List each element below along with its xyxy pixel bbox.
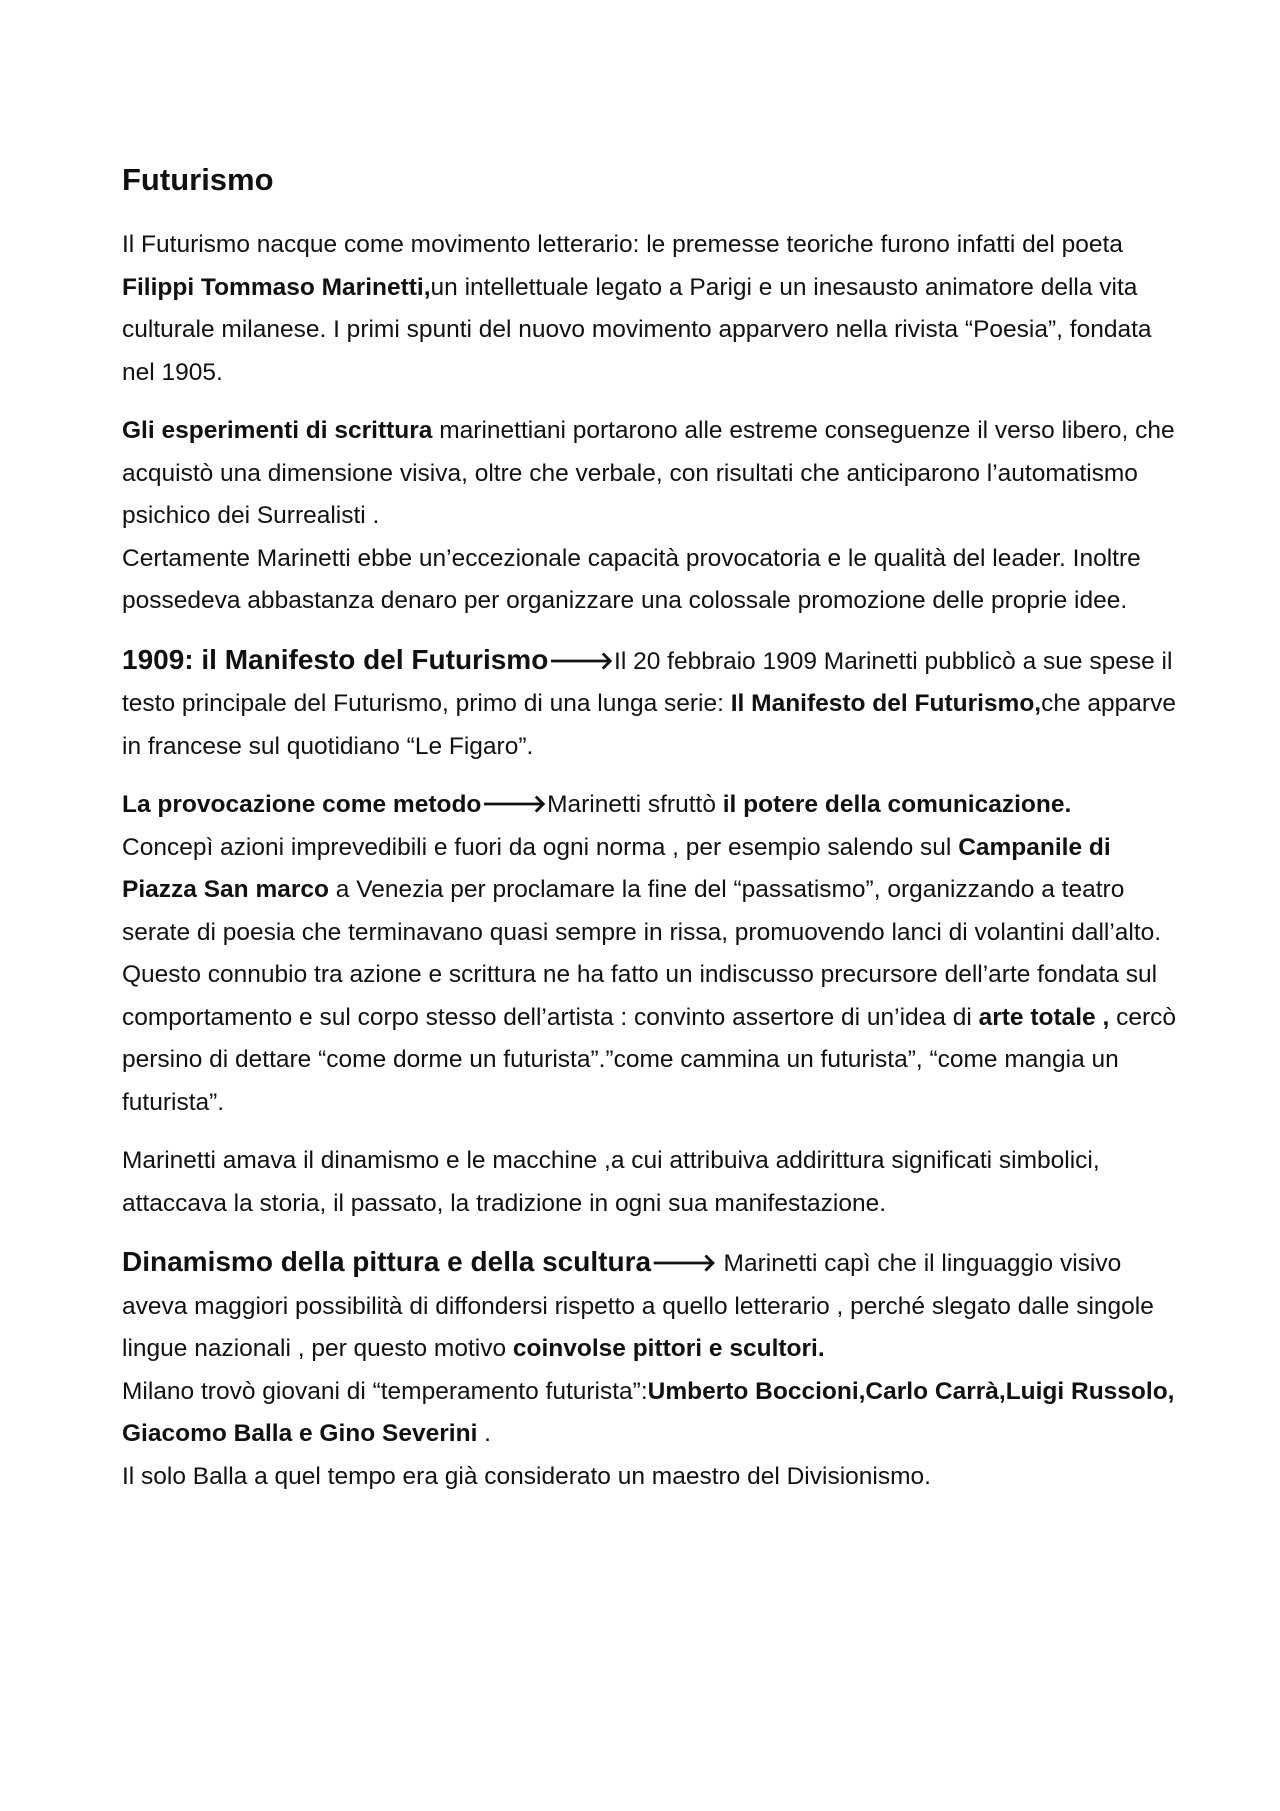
text: Concepì azioni imprevedibili e fuori da ogni norma , per esempio salendo sul [122, 833, 959, 861]
text: Questo connubio tra azione e scrittura ne ha fatto un indiscusso precursore dell’arte fondata sul comportamento e sul corpo stesso dell’artista : convinto assertore di un’idea di [122, 961, 1158, 1031]
text: Milano trovò giovani di “temperamento futurista”: [122, 1377, 648, 1405]
text: a Venezia per proclamare la fine del “passatismo”, organizzando a teatro serate di poesia che terminavano quasi sempre in rissa, promuovendo lanci di volantini dall’alto. [122, 876, 1162, 946]
bold-text: Umberto Boccioni,Carlo Carrà,Luigi Russolo, Giacomo Balla e Gino Severini [122, 1377, 1175, 1447]
text-line [122, 827, 1182, 955]
text: cercò persino di dettare “come dorme un futurista”.”come cammina un futurista”, “come mangia un futurista”. [122, 1003, 1177, 1116]
page-title: Futurismo [122, 162, 274, 197]
paragraph-painting [122, 1241, 1182, 1498]
paragraph-dynamism [122, 1140, 1182, 1225]
document-page [122, 150, 1182, 1514]
bold-text: Filippi Tommaso Marinetti, [122, 273, 431, 301]
paragraph-provocation [122, 784, 1182, 1124]
text-line: Certamente Marinetti ebbe un’eccezionale capacità provocatoria e le qualità del leader. Inoltre possedeva abbastanza denaro per organizzare una colossale promozione delle proprie idee. [122, 544, 1141, 614]
bold-text: il potere della comunicazione. [722, 791, 1072, 818]
bold-text: La provocazione come metodo [122, 791, 482, 818]
bold-text: coinvolse pittori e scultori. [512, 1335, 825, 1362]
paragraph-intro [122, 224, 1182, 394]
text: Marinetti capì che il linguaggio visivo aveva maggiori possibilità di diffondersi rispetto a quello letterario , perché slegato dalle singole lingue nazionali , per questo motivo [122, 1250, 1154, 1362]
text: marinettiani portarono alle estreme conseguenze il verso libero, che acquistò una dimensione visiva, oltre che verbale, con risultati che anticiparono l’automatismo psichico dei Surrealisti . [122, 417, 1175, 529]
paragraph-experiments [122, 410, 1182, 623]
text-line [122, 954, 1182, 1124]
text-line: Il solo Balla a quel tempo era già considerato un maestro del Divisionismo. [122, 1462, 931, 1490]
text: che apparve in francese sul quotidiano “Le Figaro”. [122, 690, 1176, 760]
text: Il 20 febbraio 1909 Marinetti pubblicò a sue spese il testo principale del Futurismo, primo di una lunga serie: [122, 647, 1173, 717]
section-heading: Dinamismo della pittura e della scultura [122, 1246, 652, 1277]
section-heading: 1909: il Manifesto del Futurismo [122, 643, 549, 675]
arrow-right-icon: 🡒 [548, 647, 615, 675]
bold-text: arte totale , [978, 1003, 1110, 1031]
bold-text: Il Manifesto del Futurismo, [730, 690, 1042, 717]
bold-text: Gli esperimenti di scrittura [122, 417, 433, 444]
text: un intellettuale legato a Parigi e un inesausto animatore della vita culturale milanese. I primi spunti del nuovo movimento apparvero nella rivista “Poesia”, fondata nel 1905. [122, 273, 1152, 386]
text: Marinetti amava il dinamismo e le macchine ,a cui attribuiva addirittura significati simbolici, attaccava la storia, il passato, la tradizione in ogni sua manifestazione. [122, 1147, 1100, 1217]
bold-text: Campanile di Piazza San marco [122, 833, 1111, 903]
arrow-right-icon: 🡒 [651, 1250, 717, 1277]
paragraph-manifesto [122, 639, 1182, 769]
text: . [477, 1420, 491, 1447]
text: Marinetti sfruttò [547, 791, 723, 818]
text-line [122, 1371, 1182, 1456]
arrow-right-icon: 🡒 [481, 791, 548, 818]
text: Il Futurismo nacque come movimento letterario: le premesse teoriche furono infatti del poeta [122, 231, 1123, 258]
